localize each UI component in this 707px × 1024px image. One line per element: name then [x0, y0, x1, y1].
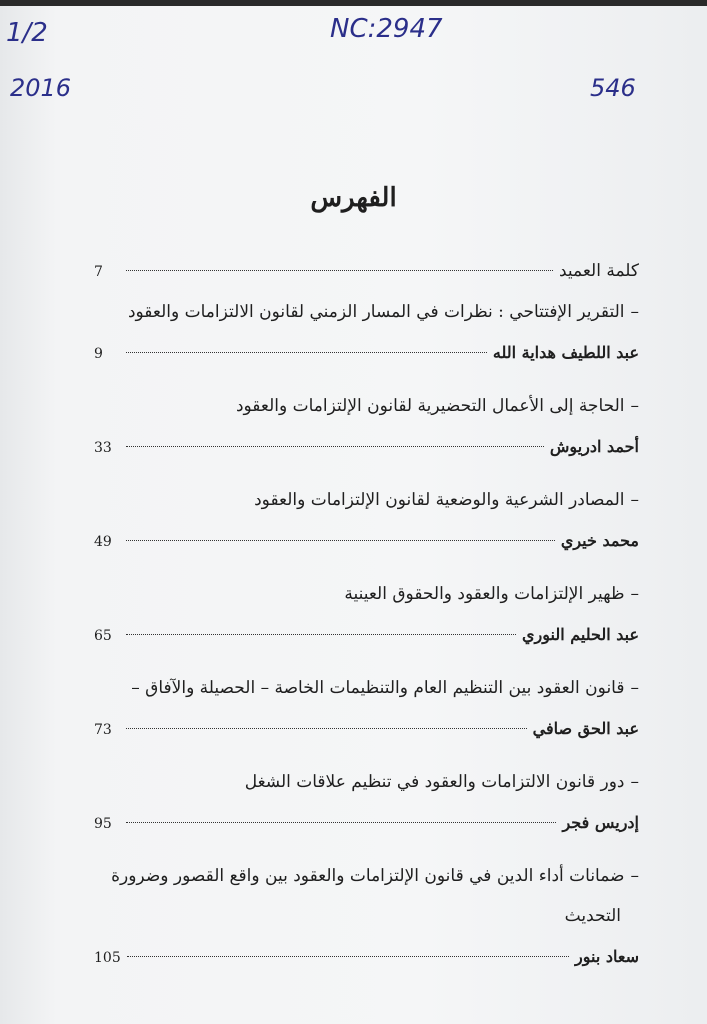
toc-entry[interactable]: [94, 299, 639, 326]
dot-leader: [126, 270, 553, 271]
table-of-contents: [94, 258, 639, 972]
toc-author-line: [94, 809, 639, 838]
toc-page-number: 7: [94, 264, 103, 280]
handwritten-page-mark: 546: [590, 74, 636, 102]
toc-entry-title: ضمانات أداء الدين في قانون الإلتزامات والعقود بين واقع القصور وضرورة: [111, 866, 625, 886]
toc-entry-title-continued: التحديث: [564, 906, 621, 926]
handwritten-catalog-number: NC:2947: [330, 14, 443, 44]
dot-leader: [126, 540, 555, 541]
bullet-dash: –: [630, 302, 639, 322]
bullet-dash: –: [630, 678, 639, 698]
toc-author-line: [94, 527, 639, 556]
toc-author-line: [94, 715, 639, 744]
dot-leader: [127, 956, 569, 957]
toc-page-number: 73: [94, 722, 112, 738]
dot-leader: [126, 728, 527, 729]
toc-page-number: 49: [94, 534, 112, 550]
handwritten-year: 2016: [10, 74, 72, 102]
toc-entry-title: الحاجة إلى الأعمال التحضيرية لقانون الإلتزامات والعقود: [235, 396, 625, 416]
page-title: الفهرس: [310, 183, 397, 213]
bullet-dash: –: [630, 772, 639, 792]
toc-page-number: 105: [94, 950, 121, 966]
toc-author: عبد اللطيف هداية الله: [492, 343, 639, 362]
toc-author: إدريس فجر: [562, 813, 639, 832]
bullet-dash: –: [630, 866, 639, 886]
toc-page-number: 33: [94, 440, 112, 456]
toc-entry-title: ظهير الإلتزامات والعقود والحقوق العينية: [344, 584, 625, 604]
toc-page-number: 9: [94, 346, 103, 362]
toc-author: أحمد ادريوش: [549, 437, 639, 456]
scan-edge: [0, 0, 707, 6]
toc-author: عبد الحق صافي: [532, 719, 639, 738]
dot-leader: [126, 822, 556, 823]
toc-page-number: 95: [94, 816, 112, 832]
bullet-dash: –: [630, 584, 639, 604]
toc-entry-title: المصادر الشرعية والوضعية لقانون الإلتزامات والعقود: [254, 490, 625, 510]
bullet-dash: –: [630, 396, 639, 416]
toc-entry-title: قانون العقود بين التنظيم العام والتنظيمات الخاصة – الحصيلة والآفاق –: [131, 678, 625, 698]
dot-leader: [126, 352, 487, 353]
toc-entry-title: دور قانون الالتزامات والعقود في تنظيم علاقات الشغل: [244, 772, 625, 792]
toc-entry-title: التقرير الإفتتاحي : نظرات في المسار الزمني لقانون الالتزامات والعقود: [127, 302, 625, 322]
toc-entry[interactable]: [94, 393, 639, 420]
toc-author-line: [94, 943, 639, 972]
toc-author-line: [94, 621, 639, 650]
toc-page-number: 65: [94, 628, 112, 644]
handwritten-fraction: 1/2: [6, 18, 48, 48]
toc-author-line: [94, 339, 639, 368]
toc-entry[interactable]: [94, 487, 639, 514]
toc-entry[interactable]: [94, 581, 639, 608]
bullet-dash: –: [630, 490, 639, 510]
dot-leader: [126, 446, 544, 447]
toc-author: محمد خيري: [560, 531, 639, 550]
toc-author: عبد الحليم النوري: [522, 625, 639, 644]
toc-entry[interactable]: [94, 863, 639, 890]
dot-leader: [126, 634, 516, 635]
toc-entry[interactable]: [94, 258, 639, 286]
toc-author: سعاد بنور: [575, 947, 639, 966]
toc-entry[interactable]: [94, 675, 639, 702]
toc-author-line: [94, 433, 639, 462]
toc-entry-title: كلمة العميد: [558, 261, 639, 281]
toc-entry-continuation: [94, 903, 639, 930]
toc-entry[interactable]: [94, 769, 639, 796]
